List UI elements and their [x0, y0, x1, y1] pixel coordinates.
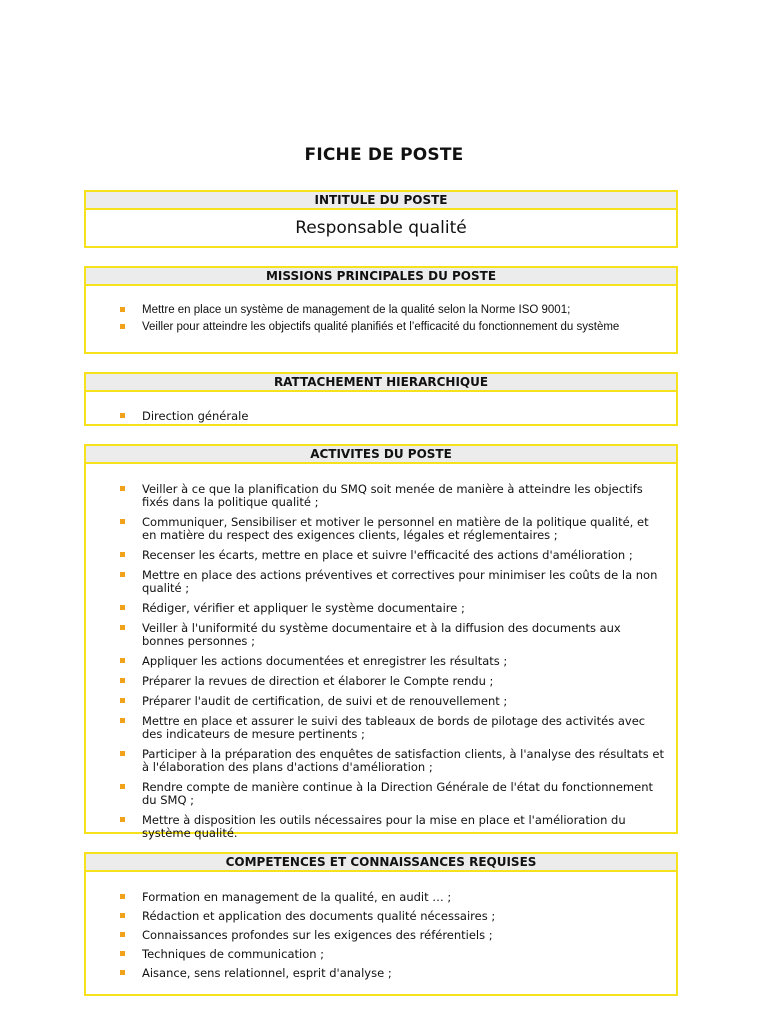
bullet-icon: [120, 658, 125, 663]
job-title: Responsable qualité: [295, 218, 467, 238]
bullet-icon: [120, 678, 125, 683]
activites-list: [86, 483, 676, 840]
page-title: FICHE DE POSTE: [304, 145, 464, 165]
list-item: Mettre en place des actions préventives et correctives pour minimiser les coûts de la non qualité ;: [86, 569, 676, 595]
list-item: Préparer la revues de direction et élaborer le Compte rendu ;: [86, 675, 676, 688]
missions-list: [86, 304, 676, 334]
bullet-icon: [120, 324, 125, 329]
list-item: Préparer l'audit de certification, de suivi et de renouvellement ;: [86, 695, 676, 708]
bullet-icon: [120, 751, 125, 756]
list-item: Veiller pour atteindre les objectifs qualité planifiés et l’efficacité du fonctionnement du système: [86, 321, 676, 334]
list-item: Mettre à disposition les outils nécessaires pour la mise en place et l'amélioration du système qualité.: [86, 814, 676, 840]
bullet-icon: [120, 951, 125, 956]
bullet-icon: [120, 817, 125, 822]
bullet-icon: [120, 970, 125, 975]
bullet-icon: [120, 572, 125, 577]
list-item: Communiquer, Sensibiliser et motiver le personnel en matière de la politique qualité, et en matière du respect des exigences clients, légales et réglementaires ;: [86, 516, 676, 542]
list-item: Rédaction et application des documents qualité nécessaires ;: [86, 910, 676, 923]
list-item: Aisance, sens relationnel, esprit d'analyse ;: [86, 967, 676, 980]
list-item: Direction générale: [86, 410, 676, 423]
section-missions: [84, 266, 678, 354]
bullet-icon: [120, 605, 125, 610]
section-rattachement: [84, 372, 678, 426]
list-item: Formation en management de la qualité, en audit … ;: [86, 891, 676, 904]
list-item: Participer à la préparation des enquêtes de satisfaction clients, à l'analyse des résultats et à l'élaboration des plans d'actions d'amélioration ;: [86, 748, 676, 774]
bullet-icon: [120, 894, 125, 899]
bullet-icon: [120, 932, 125, 937]
bullet-icon: [120, 552, 125, 557]
bullet-icon: [120, 486, 125, 491]
section-header: ACTIVITES DU POSTE: [86, 446, 676, 464]
list-item: Rédiger, vérifier et appliquer le système documentaire ;: [86, 602, 676, 615]
list-item: Mettre en place un système de management de la qualité selon la Norme ISO 9001;: [86, 304, 676, 317]
section-competences: [84, 852, 678, 996]
bullet-icon: [120, 519, 125, 524]
list-item: Connaissances profondes sur les exigences des référentiels ;: [86, 929, 676, 942]
list-item: Mettre en place et assurer le suivi des tableaux de bords de pilotage des activités avec des indicateurs de mesure pertinents ;: [86, 715, 676, 741]
section-header: RATTACHEMENT HIERARCHIQUE: [86, 374, 676, 392]
section-header: COMPETENCES ET CONNAISSANCES REQUISES: [86, 854, 676, 872]
bullet-icon: [120, 413, 125, 418]
bullet-icon: [120, 718, 125, 723]
section-header: INTITULE DU POSTE: [86, 192, 676, 210]
list-item: Techniques de communication ;: [86, 948, 676, 961]
bullet-icon: [120, 913, 125, 918]
bullet-icon: [120, 625, 125, 630]
section-activites: [84, 444, 678, 840]
section-intitule: [84, 190, 678, 248]
section-header: MISSIONS PRINCIPALES DU POSTE: [86, 268, 676, 286]
section-body: [86, 210, 676, 246]
list-item: Appliquer les actions documentées et enregistrer les résultats ;: [86, 655, 676, 668]
rattachement-list: [86, 410, 676, 423]
bullet-icon: [120, 784, 125, 789]
competences-list: [86, 891, 676, 980]
list-item: Veiller à ce que la planification du SMQ soit menée de manière à atteindre les objectifs fixés dans la politique qualité ;: [86, 483, 676, 509]
list-item: Rendre compte de manière continue à la Direction Générale de l'état du fonctionnement du SMQ ;: [86, 781, 676, 807]
list-item: Veiller à l'uniformité du système documentaire et à la diffusion des documents aux bonnes personnes ;: [86, 622, 676, 648]
list-item: Recenser les écarts, mettre en place et suivre l'efficacité des actions d'amélioration ;: [86, 549, 676, 562]
bullet-icon: [120, 698, 125, 703]
bullet-icon: [120, 307, 125, 312]
